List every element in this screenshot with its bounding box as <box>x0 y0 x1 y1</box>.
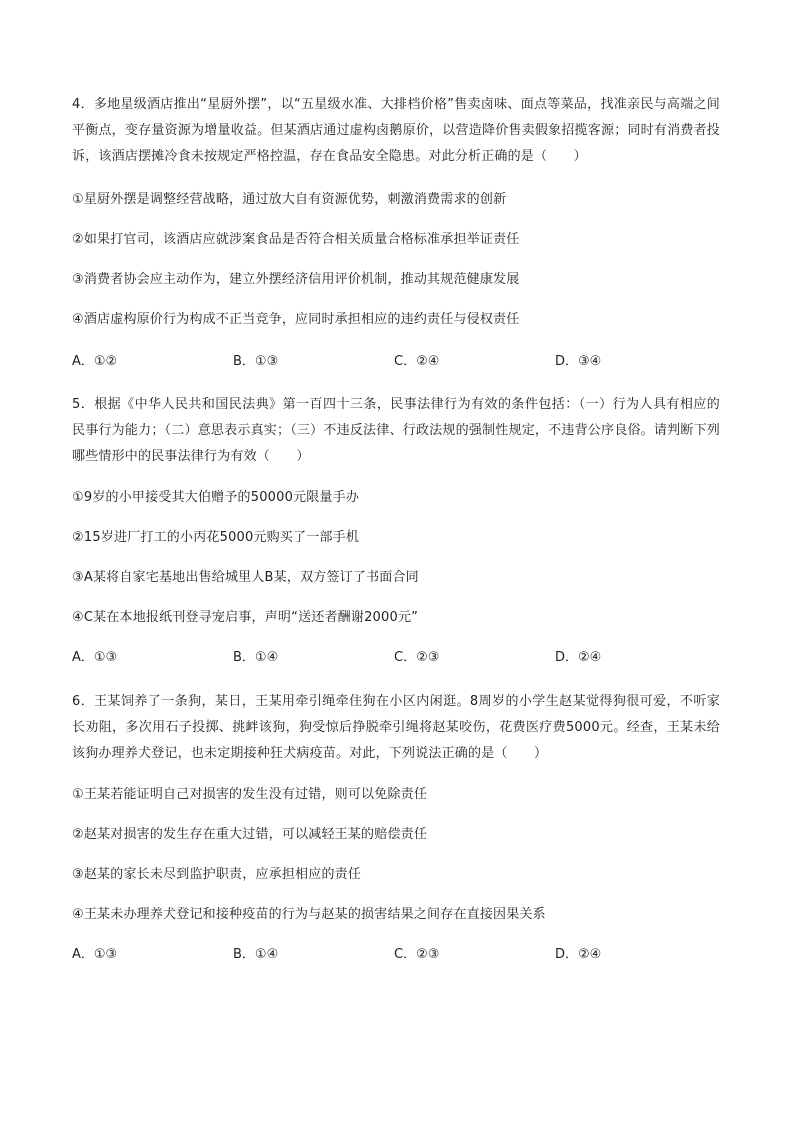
statement-3: ③A某将自家宅基地出售给城里人B某，双方签订了书面合同 <box>72 570 419 585</box>
choice-a[interactable]: A．①③ <box>72 947 118 962</box>
statement-2: ②赵某对损害的发生存在重大过错，可以减轻王某的赔偿责任 <box>72 827 428 842</box>
question-4 <box>72 92 720 372</box>
statement-2: ②15岁进厂打工的小丙花5000元购买了一部手机 <box>72 530 360 545</box>
question-6 <box>72 689 720 965</box>
answer-choices <box>72 352 720 372</box>
choice-b[interactable]: B．①④ <box>233 650 279 665</box>
choice-a[interactable]: A．①② <box>72 354 118 369</box>
statement-1: ①王某若能证明自己对损害的发生没有过错，则可以免除责任 <box>72 787 428 802</box>
choice-d[interactable]: D．②④ <box>555 650 602 665</box>
question-5 <box>72 392 720 668</box>
choice-a[interactable]: A．①③ <box>72 650 118 665</box>
statement-1: ①9岁的小甲接受其大伯赠予的50000元限量手办 <box>72 490 360 505</box>
answer-choices <box>72 648 720 668</box>
choice-d[interactable]: D．②④ <box>555 947 602 962</box>
statement-4: ④王某未办理养犬登记和接种疫苗的行为与赵某的损害结果之间存在直接因果关系 <box>72 907 546 922</box>
question-stem: 6．王某饲养了一条狗，某日，王某用牵引绳牵住狗在小区内闲逛。8周岁的小学生赵某觉得狗很可爱，不听家长劝阻，多次用石子投掷、挑衅该狗，狗受惊后挣脱牵引绳将赵某咬伤，花费医疗费5000元。经查，王某未给该狗办理养犬登记，也未定期接种狂犬病疫苗。对此，下列说法正确的是（ ） <box>72 694 720 761</box>
statement-4: ④C某在本地报纸刊登寻宠启事，声明“送还者酬谢2000元” <box>72 610 419 625</box>
statement-4: ④酒店虚构原价行为构成不正当竞争，应同时承担相应的违约责任与侵权责任 <box>72 312 520 327</box>
choice-c[interactable]: C．②④ <box>394 354 440 369</box>
question-stem: 5．根据《中华人民共和国民法典》第一百四十三条，民事法律行为有效的条件包括：（一）行为人具有相应的民事行为能力；（二）意思表示真实；（三）不违反法律、行政法规的强制性规定，不违背公序良俗。请判断下列哪些情形中的民事法律行为有效（ ） <box>72 397 720 464</box>
question-stem: 4．多地星级酒店推出“星厨外摆”，以“五星级水准、大排档价格”售卖卤味、面点等菜品，找准亲民与高端之间平衡点，变存量资源为增量收益。但某酒店通过虚构卤鹅原价，以营造降价售卖假象招揽客源；同时有消费者投诉，该酒店摆摊冷食未按规定严格控温，存在食品安全隐患。对此分析正确的是（ ） <box>72 97 720 164</box>
choice-b[interactable]: B．①③ <box>233 354 279 369</box>
choice-c[interactable]: C．②③ <box>394 947 440 962</box>
choice-b[interactable]: B．①④ <box>233 947 279 962</box>
statement-2: ②如果打官司，该酒店应就涉案食品是否符合相关质量合格标准承担举证责任 <box>72 232 520 247</box>
statement-1: ①星厨外摆是调整经营战略，通过放大自有资源优势，刺激消费需求的创新 <box>72 192 507 207</box>
statement-3: ③赵某的家长未尽到监护职责，应承担相应的责任 <box>72 867 362 882</box>
answer-choices <box>72 945 720 965</box>
statement-3: ③消费者协会应主动作为，建立外摆经济信用评价机制，推动其规范健康发展 <box>72 272 520 287</box>
choice-c[interactable]: C．②③ <box>394 650 440 665</box>
choice-d[interactable]: D．③④ <box>555 354 602 369</box>
